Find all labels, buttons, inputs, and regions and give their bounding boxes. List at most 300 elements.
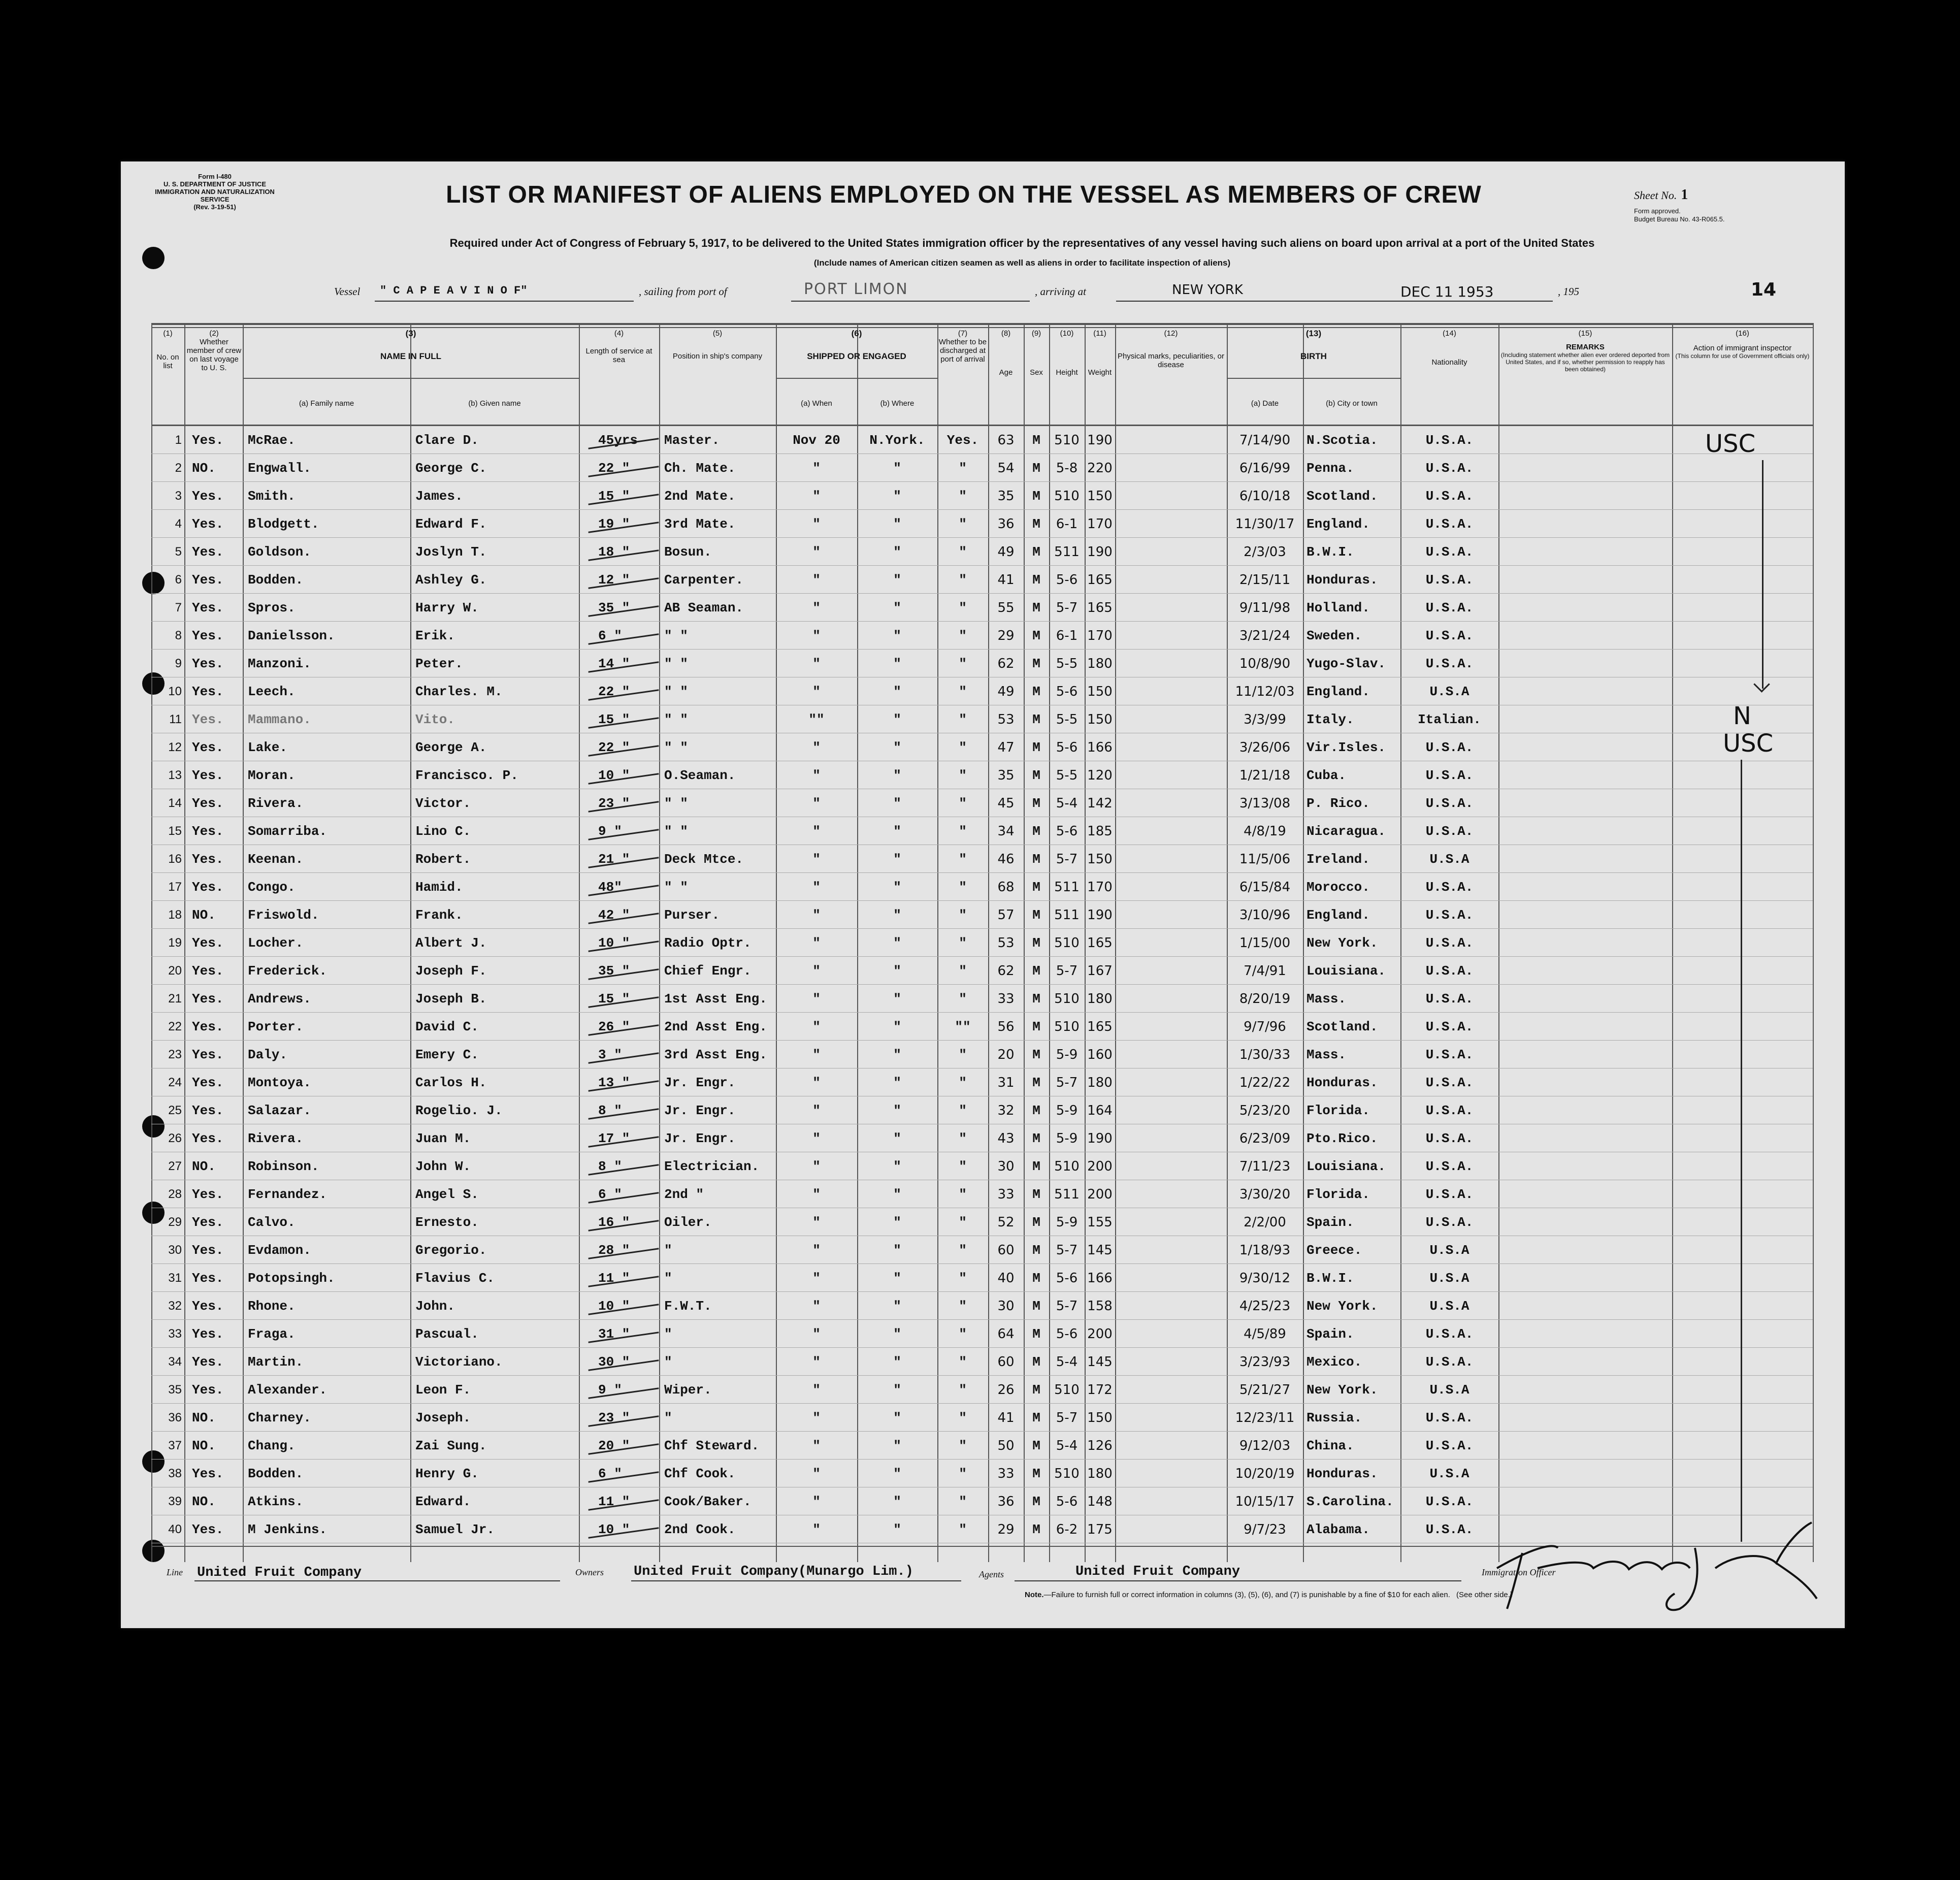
age: 40 bbox=[997, 1271, 1015, 1286]
sex: M bbox=[1032, 1438, 1040, 1453]
sex: M bbox=[1032, 796, 1040, 811]
given-name: Clare D. bbox=[415, 433, 479, 448]
birth-date: 10/15/17 bbox=[1235, 1494, 1295, 1509]
last-voyage: Yes. bbox=[192, 1019, 224, 1034]
position: " bbox=[664, 1271, 672, 1286]
shipped-when: " bbox=[812, 1215, 821, 1230]
discharged: " bbox=[959, 740, 967, 755]
birth-place: Russia. bbox=[1306, 1410, 1362, 1425]
given-name: Lino C. bbox=[415, 824, 471, 839]
sex: M bbox=[1032, 656, 1040, 671]
age: 46 bbox=[997, 852, 1015, 867]
position: Wiper. bbox=[664, 1382, 712, 1398]
nationality: U.S.A. bbox=[1425, 768, 1474, 783]
sex: M bbox=[1032, 963, 1040, 979]
nationality: U.S.A. bbox=[1425, 1047, 1474, 1062]
discharged: "" bbox=[955, 1019, 971, 1034]
position: 1st Asst Eng. bbox=[664, 991, 767, 1007]
shipped-when: " bbox=[812, 1494, 821, 1509]
shipped-when: " bbox=[812, 991, 821, 1007]
birth-date: 9/30/12 bbox=[1239, 1271, 1291, 1286]
height: 5-7 bbox=[1056, 963, 1078, 979]
nationality: U.S.A. bbox=[1425, 489, 1474, 504]
shipped-when: " bbox=[812, 1410, 821, 1425]
row-number: 33 bbox=[168, 1327, 182, 1341]
height: 510 bbox=[1054, 1382, 1080, 1398]
given-name: Flavius C. bbox=[415, 1271, 495, 1286]
given-name: Peter. bbox=[415, 656, 463, 671]
age: 60 bbox=[997, 1243, 1015, 1258]
age: 35 bbox=[997, 489, 1015, 504]
birth-date: 6/16/99 bbox=[1239, 461, 1291, 476]
shipped-when: " bbox=[812, 516, 821, 532]
last-voyage: Yes. bbox=[192, 1271, 224, 1286]
weight: 155 bbox=[1087, 1215, 1113, 1230]
family-name: Goldson. bbox=[248, 544, 311, 560]
nationality: U.S.A. bbox=[1425, 1019, 1474, 1034]
nationality: U.S.A. bbox=[1425, 461, 1474, 476]
shipped-when: " bbox=[812, 572, 821, 588]
family-name: Spros. bbox=[248, 600, 296, 615]
discharged: " bbox=[959, 1187, 967, 1202]
birth-place: Pto.Rico. bbox=[1306, 1131, 1378, 1146]
sex: M bbox=[1032, 768, 1040, 783]
given-name: Zai Sung. bbox=[415, 1438, 487, 1453]
family-name: Lake. bbox=[248, 740, 288, 755]
service-length: 8 " bbox=[598, 1159, 622, 1174]
row-number: 6 bbox=[175, 573, 182, 587]
last-voyage: Yes. bbox=[192, 1075, 224, 1090]
weight: 126 bbox=[1087, 1438, 1113, 1453]
birth-date: 10/20/19 bbox=[1235, 1466, 1295, 1481]
weight: 200 bbox=[1087, 1326, 1113, 1342]
weight: 150 bbox=[1087, 1410, 1113, 1425]
inspector-arrow-line bbox=[1762, 460, 1763, 689]
family-name: Frederick. bbox=[248, 963, 328, 979]
birth-date: 3/3/99 bbox=[1244, 712, 1286, 727]
discharged: " bbox=[959, 963, 967, 979]
given-name: George C. bbox=[415, 461, 487, 476]
service-length: 20 " bbox=[598, 1438, 630, 1453]
position: 2nd Asst Eng. bbox=[664, 1019, 767, 1034]
height: 5-4 bbox=[1056, 796, 1078, 811]
row-number: 7 bbox=[175, 601, 182, 614]
weight: 170 bbox=[1087, 516, 1113, 532]
weight: 165 bbox=[1087, 572, 1113, 588]
shipped-where: " bbox=[893, 1410, 901, 1425]
birth-place: Honduras. bbox=[1306, 572, 1378, 588]
row-rule bbox=[151, 537, 1813, 538]
sex: M bbox=[1032, 433, 1040, 448]
discharged: " bbox=[959, 1047, 967, 1062]
weight: 165 bbox=[1087, 935, 1113, 951]
header-sex: (9) Sex bbox=[1030, 329, 1043, 377]
birth-place: Italy. bbox=[1306, 712, 1354, 727]
height: 510 bbox=[1054, 1466, 1080, 1481]
family-name: Rivera. bbox=[248, 796, 304, 811]
birth-date: 3/26/06 bbox=[1239, 740, 1291, 755]
nationality: U.S.A. bbox=[1425, 963, 1474, 979]
weight: 190 bbox=[1087, 907, 1113, 923]
birth-date: 6/10/18 bbox=[1239, 489, 1291, 504]
height: 6-1 bbox=[1056, 628, 1078, 643]
last-voyage: NO. bbox=[192, 907, 216, 923]
header-weight: (11) Weight bbox=[1088, 329, 1112, 377]
nationality: U.S.A. bbox=[1425, 600, 1474, 615]
family-name: Charney. bbox=[248, 1410, 311, 1425]
row-number: 22 bbox=[168, 1020, 182, 1033]
age: 63 bbox=[997, 433, 1015, 448]
birth-date: 12/23/11 bbox=[1235, 1410, 1295, 1425]
family-name: Friswold. bbox=[248, 907, 319, 923]
given-name: Joseph F. bbox=[415, 963, 487, 979]
last-voyage: Yes. bbox=[192, 1522, 224, 1537]
family-name: Porter. bbox=[248, 1019, 304, 1034]
height: 5-7 bbox=[1056, 1410, 1078, 1425]
given-name: Vito. bbox=[415, 712, 455, 727]
height: 5-6 bbox=[1056, 824, 1078, 839]
row-number: 14 bbox=[168, 796, 182, 810]
discharged: " bbox=[959, 852, 967, 867]
position: Radio Optr. bbox=[664, 935, 752, 951]
discharged: " bbox=[959, 1271, 967, 1286]
shipped-when: " bbox=[812, 1438, 821, 1453]
family-name: M Jenkins. bbox=[248, 1522, 328, 1537]
age: 43 bbox=[997, 1131, 1015, 1146]
discharged: " bbox=[959, 796, 967, 811]
officer-signature bbox=[1461, 1512, 1827, 1614]
shipped-where: " bbox=[893, 1299, 901, 1314]
header-last-voyage: (2) Whether member of crew on last voyage to U. S. bbox=[186, 329, 242, 372]
given-name: Samuel Jr. bbox=[415, 1522, 495, 1537]
shipped-when: " bbox=[812, 1271, 821, 1286]
position: " bbox=[664, 1326, 672, 1342]
given-name: George A. bbox=[415, 740, 487, 755]
header-discharged: (7) Whether to be discharged at port of arrival bbox=[938, 329, 987, 364]
sex: M bbox=[1032, 740, 1040, 755]
sex: M bbox=[1032, 1271, 1040, 1286]
position: Ch. Mate. bbox=[664, 461, 736, 476]
sex: M bbox=[1032, 1299, 1040, 1314]
service-length: 48" bbox=[598, 880, 622, 895]
shipped-when: " bbox=[812, 1159, 821, 1174]
given-name: Joslyn T. bbox=[415, 544, 487, 560]
sex: M bbox=[1032, 907, 1040, 923]
shipped-where: " bbox=[893, 1382, 901, 1398]
header-where: (b) Where bbox=[880, 399, 914, 408]
officer-label: Immigration Officer bbox=[1482, 1567, 1556, 1577]
age: 49 bbox=[997, 544, 1015, 560]
shipped-when: Nov 20 bbox=[793, 433, 840, 448]
row-number: 18 bbox=[168, 908, 182, 922]
position: 3rd Mate. bbox=[664, 516, 736, 532]
sex: M bbox=[1032, 1187, 1040, 1202]
position: F.W.T. bbox=[664, 1299, 712, 1314]
shipped-when: " bbox=[812, 461, 821, 476]
birth-date: 3/13/08 bbox=[1239, 796, 1291, 811]
service-length: 8 " bbox=[598, 1103, 622, 1118]
position: Master. bbox=[664, 433, 720, 448]
nationality: U.S.A. bbox=[1425, 1326, 1474, 1342]
given-name: John. bbox=[415, 1299, 455, 1314]
shipped-when: " bbox=[812, 1466, 821, 1481]
last-voyage: NO. bbox=[192, 1438, 216, 1453]
last-voyage: Yes. bbox=[192, 1243, 224, 1258]
row-number: 13 bbox=[168, 768, 182, 782]
age: 29 bbox=[997, 628, 1015, 643]
nationality: U.S.A. bbox=[1425, 880, 1474, 895]
agents-label: Agents bbox=[979, 1569, 1004, 1579]
birth-date: 9/7/96 bbox=[1244, 1019, 1286, 1034]
birth-date: 9/7/23 bbox=[1244, 1522, 1286, 1537]
last-voyage: Yes. bbox=[192, 628, 224, 643]
birth-date: 11/30/17 bbox=[1235, 516, 1295, 532]
family-name: Montoya. bbox=[248, 1075, 311, 1090]
position: Deck Mtce. bbox=[664, 852, 744, 867]
weight: 164 bbox=[1087, 1103, 1113, 1118]
arrival-port: NEW YORK bbox=[1172, 282, 1243, 298]
position: Chf Cook. bbox=[664, 1466, 736, 1481]
row-number: 27 bbox=[168, 1159, 182, 1173]
header-physical-marks: (12) Physical marks, peculiarities, or disease bbox=[1117, 329, 1225, 369]
subtitle: Required under Act of Congress of February 5, 1917, to be delivered to the United States immigration officer by the representatives of any vessel having such aliens on board upon arrival at a port of the United States bbox=[449, 237, 1595, 249]
shipped-when: " bbox=[812, 1299, 821, 1314]
family-name: Atkins. bbox=[248, 1494, 304, 1509]
header-birth-date: (a) Date bbox=[1251, 399, 1279, 408]
line-label: Line bbox=[167, 1567, 183, 1577]
last-voyage: Yes. bbox=[192, 880, 224, 895]
shipped-when: " bbox=[812, 880, 821, 895]
given-name: Pascual. bbox=[415, 1326, 479, 1342]
row-rule bbox=[151, 1012, 1813, 1013]
shipped-where: " bbox=[893, 489, 901, 504]
service-length: 13 " bbox=[598, 1075, 630, 1090]
height: 5-6 bbox=[1056, 572, 1078, 588]
nationality: U.S.A. bbox=[1425, 1354, 1474, 1370]
birth-date: 2/15/11 bbox=[1239, 572, 1291, 588]
birth-place: Mass. bbox=[1306, 991, 1347, 1007]
last-voyage: Yes. bbox=[192, 740, 224, 755]
shipped-where: " bbox=[893, 1354, 901, 1370]
shipped-where: " bbox=[893, 991, 901, 1007]
age: 36 bbox=[997, 516, 1015, 532]
shipped-when: " bbox=[812, 1187, 821, 1202]
row-number: 32 bbox=[168, 1299, 182, 1313]
nationality: U.S.A. bbox=[1425, 1522, 1474, 1537]
weight: 148 bbox=[1087, 1494, 1113, 1509]
service-length: 21 " bbox=[598, 852, 630, 867]
shipped-when: "" bbox=[808, 712, 825, 727]
birth-date: 9/12/03 bbox=[1239, 1438, 1291, 1453]
service-length: 10 " bbox=[598, 935, 630, 951]
family-name: Smith. bbox=[248, 489, 296, 504]
shipped-where: " bbox=[893, 656, 901, 671]
family-name: Daly. bbox=[248, 1047, 288, 1062]
discharged: " bbox=[959, 572, 967, 588]
height: 6-2 bbox=[1056, 1522, 1078, 1537]
position: " " bbox=[664, 628, 688, 643]
height: 5-7 bbox=[1056, 1243, 1078, 1258]
height: 5-8 bbox=[1056, 461, 1078, 476]
service-length: 22 " bbox=[598, 461, 630, 476]
discharged: " bbox=[959, 1075, 967, 1090]
service-length: 9 " bbox=[598, 824, 622, 839]
sex: M bbox=[1032, 544, 1040, 560]
sex: M bbox=[1032, 935, 1040, 951]
birth-date: 8/20/19 bbox=[1239, 991, 1291, 1007]
age: 47 bbox=[997, 740, 1015, 755]
row-rule bbox=[151, 593, 1813, 594]
position: 3rd Asst Eng. bbox=[664, 1047, 767, 1062]
birth-place: Alabama. bbox=[1306, 1522, 1370, 1537]
given-name: Harry W. bbox=[415, 600, 479, 615]
form-identifier: Form I-480 U. S. DEPARTMENT OF JUSTICE IMMIGRATION AND NATURALIZATION SERVICE (Rev. 3-19-51) bbox=[155, 173, 275, 211]
weight: 150 bbox=[1087, 489, 1113, 504]
header-no: (1) No. on list bbox=[156, 329, 179, 370]
shipped-where: " bbox=[893, 1019, 901, 1034]
weight: 150 bbox=[1087, 712, 1113, 727]
service-length: 14 " bbox=[598, 656, 630, 671]
birth-place: Greece. bbox=[1306, 1243, 1362, 1258]
birth-date: 11/5/06 bbox=[1239, 852, 1291, 867]
row-rule bbox=[151, 649, 1813, 650]
shipped-where: " bbox=[893, 740, 901, 755]
header-name: (3) NAME IN FULL bbox=[380, 329, 441, 361]
row-rule bbox=[151, 1263, 1813, 1264]
weight: 180 bbox=[1087, 1075, 1113, 1090]
birth-place: Morocco. bbox=[1306, 880, 1370, 895]
weight: 180 bbox=[1087, 1466, 1113, 1481]
family-name: Mammano. bbox=[248, 712, 311, 727]
position: " " bbox=[664, 740, 688, 755]
nationality: U.S.A. bbox=[1425, 628, 1474, 643]
height: 5-6 bbox=[1056, 1494, 1078, 1509]
sex: M bbox=[1032, 1326, 1040, 1342]
shipped-when: " bbox=[812, 1382, 821, 1398]
given-name: Juan M. bbox=[415, 1131, 471, 1146]
given-name: Rogelio. J. bbox=[415, 1103, 503, 1118]
given-name: Victor. bbox=[415, 796, 471, 811]
birth-place: Ireland. bbox=[1306, 852, 1370, 867]
height: 510 bbox=[1054, 935, 1080, 951]
discharged: " bbox=[959, 1215, 967, 1230]
row-rule bbox=[151, 1319, 1813, 1320]
sex: M bbox=[1032, 1466, 1040, 1481]
age: 20 bbox=[997, 1047, 1015, 1062]
shipped-when: " bbox=[812, 768, 821, 783]
shipped-when: " bbox=[812, 544, 821, 560]
last-voyage: NO. bbox=[192, 1410, 216, 1425]
row-rule bbox=[151, 453, 1813, 454]
birth-place: S.Carolina. bbox=[1306, 1494, 1394, 1509]
sex: M bbox=[1032, 1159, 1040, 1174]
family-name: Congo. bbox=[248, 880, 296, 895]
position: Jr. Engr. bbox=[664, 1131, 736, 1146]
header-given-name: (b) Given name bbox=[468, 399, 521, 408]
given-name: Victoriano. bbox=[415, 1354, 503, 1370]
birth-date: 7/4/91 bbox=[1244, 963, 1286, 979]
row-number: 34 bbox=[168, 1355, 182, 1369]
given-name: Francisco. P. bbox=[415, 768, 518, 783]
height: 5-5 bbox=[1056, 656, 1078, 671]
row-number: 20 bbox=[168, 964, 182, 978]
header-family-name: (a) Family name bbox=[299, 399, 354, 408]
shipped-where: " bbox=[893, 1326, 901, 1342]
birth-place: Honduras. bbox=[1306, 1075, 1378, 1090]
given-name: Carlos H. bbox=[415, 1075, 487, 1090]
birth-place: England. bbox=[1306, 516, 1370, 532]
position: Carpenter. bbox=[664, 572, 744, 588]
last-voyage: Yes. bbox=[192, 1326, 224, 1342]
sheet-number: Sheet No. 1 bbox=[1634, 187, 1688, 203]
position: Jr. Engr. bbox=[664, 1075, 736, 1090]
last-voyage: Yes. bbox=[192, 1354, 224, 1370]
nationality: U.S.A. bbox=[1425, 1410, 1474, 1425]
given-name: Joseph. bbox=[415, 1410, 471, 1425]
shipped-where: " bbox=[893, 768, 901, 783]
shipped-where: " bbox=[893, 1159, 901, 1174]
service-length: 15 " bbox=[598, 991, 630, 1007]
departure-port: PORT LIMON bbox=[804, 280, 908, 298]
row-rule bbox=[151, 481, 1813, 482]
nationality: U.S.A bbox=[1429, 684, 1469, 699]
age: 50 bbox=[997, 1438, 1015, 1453]
sex: M bbox=[1032, 1494, 1040, 1509]
row-number: 39 bbox=[168, 1495, 182, 1508]
last-voyage: Yes. bbox=[192, 796, 224, 811]
last-voyage: Yes. bbox=[192, 544, 224, 560]
weight: 170 bbox=[1087, 880, 1113, 895]
shipped-where: " bbox=[893, 1047, 901, 1062]
discharged: " bbox=[959, 1299, 967, 1314]
row-rule bbox=[151, 956, 1813, 957]
nationality: U.S.A. bbox=[1425, 1159, 1474, 1174]
age: 57 bbox=[997, 907, 1015, 923]
shipped-where: " bbox=[893, 1522, 901, 1537]
birth-date: 1/15/00 bbox=[1239, 935, 1291, 951]
given-name: Albert J. bbox=[415, 935, 487, 951]
row-rule bbox=[151, 872, 1813, 873]
height: 5-7 bbox=[1056, 1075, 1078, 1090]
shipped-where: " bbox=[893, 1131, 901, 1146]
discharged: Yes. bbox=[946, 433, 979, 448]
header-service: (4) Length of service at sea bbox=[585, 329, 652, 364]
height: 511 bbox=[1054, 1187, 1080, 1202]
family-name: Martin. bbox=[248, 1354, 304, 1370]
age: 52 bbox=[997, 1215, 1015, 1230]
row-number: 25 bbox=[168, 1104, 182, 1117]
service-length: 10 " bbox=[598, 768, 630, 783]
position: " " bbox=[664, 796, 688, 811]
discharged: " bbox=[959, 824, 967, 839]
last-voyage: Yes. bbox=[192, 1187, 224, 1202]
birth-place: England. bbox=[1306, 684, 1370, 699]
service-length: 16 " bbox=[598, 1215, 630, 1230]
row-number: 5 bbox=[175, 545, 182, 559]
age: 41 bbox=[997, 1410, 1015, 1425]
weight: 200 bbox=[1087, 1159, 1113, 1174]
discharged: " bbox=[959, 1438, 967, 1453]
shipped-when: " bbox=[812, 600, 821, 615]
shipped-where: " bbox=[893, 1215, 901, 1230]
service-length: 31 " bbox=[598, 1326, 630, 1342]
given-name: Leon F. bbox=[415, 1382, 471, 1398]
height: 5-6 bbox=[1056, 684, 1078, 699]
budget-note: Form approved. Budget Bureau No. 43-R065.5. bbox=[1634, 207, 1725, 223]
nationality: U.S.A. bbox=[1425, 1438, 1474, 1453]
last-voyage: NO. bbox=[192, 1159, 216, 1174]
sex: M bbox=[1032, 1354, 1040, 1370]
